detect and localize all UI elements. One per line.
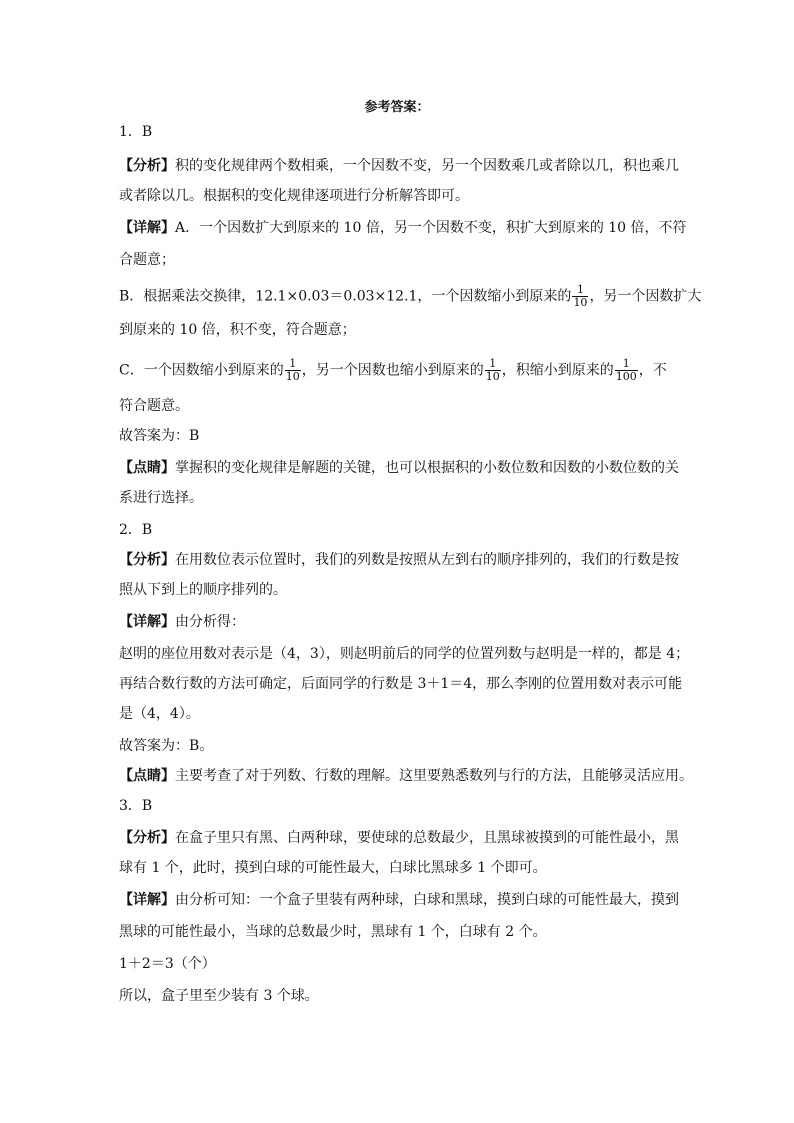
q2-analysis-text-2: 照从下到上的顺序排列的。 bbox=[119, 582, 287, 598]
q2-answer: 故答案为：B。 bbox=[119, 738, 214, 754]
detail-tag: 【详解】 bbox=[119, 220, 175, 236]
q1-c-text-mid-2: ，积缩小到原来的 bbox=[501, 362, 614, 379]
q1-point-text-1: 掌握积的变化规律是解题的关键，也可以根据积的小数位数和因数的小数位数的关 bbox=[175, 460, 679, 476]
q3-analysis-text-2: 球有 1 个，此时，摸到白球的可能性最大，白球比黑球多 1 个即可。 bbox=[119, 860, 547, 876]
fraction-denominator: 10 bbox=[573, 296, 588, 309]
fraction-denominator: 100 bbox=[615, 370, 637, 383]
q3-detail-text-1: 由分析可知：一个盒子里装有两种球，白球和黑球，摸到白球的可能性最大，摸到 bbox=[175, 892, 679, 908]
q3-detail-text-3: 1＋2＝3（个） bbox=[119, 956, 216, 972]
analysis-tag: 【分析】 bbox=[119, 830, 175, 846]
q1-analysis-text-1: 积的变化规律两个数相乘，一个因数不变，另一个因数乘几或者除以几，积也乘几 bbox=[175, 158, 679, 174]
q1-option-b bbox=[119, 284, 701, 309]
fraction-one-tenth bbox=[572, 284, 588, 309]
q1-detail-a-2: 合题意； bbox=[119, 252, 175, 268]
q2-point bbox=[119, 766, 693, 786]
detail-tag: 【详解】 bbox=[119, 892, 175, 908]
q1-detail-a-1: A．一个因数扩大到原来的 10 倍，另一个因数不变，积扩大到原来的 10 倍，不符 bbox=[175, 220, 687, 236]
q1-b-text-post: ，另一个因数扩大 bbox=[589, 288, 702, 305]
q1-option-c bbox=[119, 358, 667, 383]
q1-c-text-mid-1: ，另一个因数也缩小到原来的 bbox=[301, 362, 484, 379]
q3-analysis-text-1: 在盒子里只有黑、白两种球，要使球的总数最少，且黑球被摸到的可能性最小，黑 bbox=[175, 830, 679, 846]
q2-detail-text-2: 赵明的座位用数对表示是（4，3），则赵明前后的同学的位置列数与赵明是一样的，都是 4； bbox=[119, 646, 690, 662]
point-tag: 【点睛】 bbox=[119, 460, 175, 476]
q2-detail bbox=[119, 612, 245, 632]
q2-analysis bbox=[119, 550, 679, 570]
fraction-numerator: 1 bbox=[485, 358, 501, 371]
q1-c-text-pre: C．一个因数缩小到原来的 bbox=[119, 362, 284, 379]
q3-analysis bbox=[119, 828, 679, 848]
q1-number: 1．B bbox=[119, 124, 153, 140]
q1-point bbox=[119, 458, 679, 478]
q1-c-text-post: ，不 bbox=[638, 362, 667, 379]
q1-answer: 故答案为：B bbox=[119, 428, 200, 444]
q2-analysis-text-1: 在用数位表示位置时，我们的列数是按照从左到右的顺序排列的，我们的行数是按 bbox=[175, 552, 679, 568]
q3-detail-text-4: 所以，盒子里至少装有 3 个球。 bbox=[119, 988, 319, 1004]
fraction-denominator: 10 bbox=[285, 370, 300, 383]
fraction-numerator: 1 bbox=[285, 358, 301, 371]
page-title: 参考答案： bbox=[364, 100, 430, 115]
detail-tag: 【详解】 bbox=[119, 614, 175, 630]
analysis-tag: 【分析】 bbox=[119, 552, 175, 568]
fraction-numerator: 1 bbox=[572, 284, 588, 297]
q2-point-text-1: 主要考查了对于列数、行数的理解。这里要熟悉数列与行的方法，且能够灵活应用。 bbox=[175, 768, 693, 784]
q3-detail-text-2: 黑球的可能性最小，当球的总数最少时，黑球有 1 个，白球有 2 个。 bbox=[119, 924, 547, 940]
q2-number: 2．B bbox=[119, 522, 153, 538]
fraction-numerator: 1 bbox=[615, 358, 638, 371]
q1-analysis-text-2: 或者除以几。根据积的变化规律逐项进行分析解答即可。 bbox=[119, 188, 469, 204]
fraction-one-tenth bbox=[285, 358, 301, 383]
q2-detail-text-4: 是（4，4）。 bbox=[119, 706, 200, 722]
q3-number: 3．B bbox=[119, 798, 153, 814]
q1-option-c-2: 符合题意。 bbox=[119, 398, 189, 414]
q1-b-text-pre: B．根据乘法交换律，12.1×0.03＝0.03×12.1，一个因数缩小到原来的 bbox=[119, 288, 572, 305]
q1-option-b-2: 到原来的 10 倍，积不变，符合题意； bbox=[119, 322, 356, 338]
q2-detail-text-3: 再结合数行数的方法可确定，后面同学的行数是 3＋1＝4，那么李刚的位置用数对表示可能 bbox=[119, 676, 683, 692]
fraction-one-tenth bbox=[485, 358, 501, 383]
q1-point-text-2: 系进行选择。 bbox=[119, 490, 203, 506]
analysis-tag: 【分析】 bbox=[119, 158, 175, 174]
q1-analysis bbox=[119, 156, 679, 176]
q1-detail bbox=[119, 218, 687, 238]
q3-detail bbox=[119, 890, 679, 910]
fraction-denominator: 10 bbox=[485, 370, 500, 383]
q2-detail-text-1: 由分析得： bbox=[175, 614, 245, 630]
fraction-one-hundredth bbox=[615, 358, 638, 383]
point-tag: 【点睛】 bbox=[119, 768, 175, 784]
